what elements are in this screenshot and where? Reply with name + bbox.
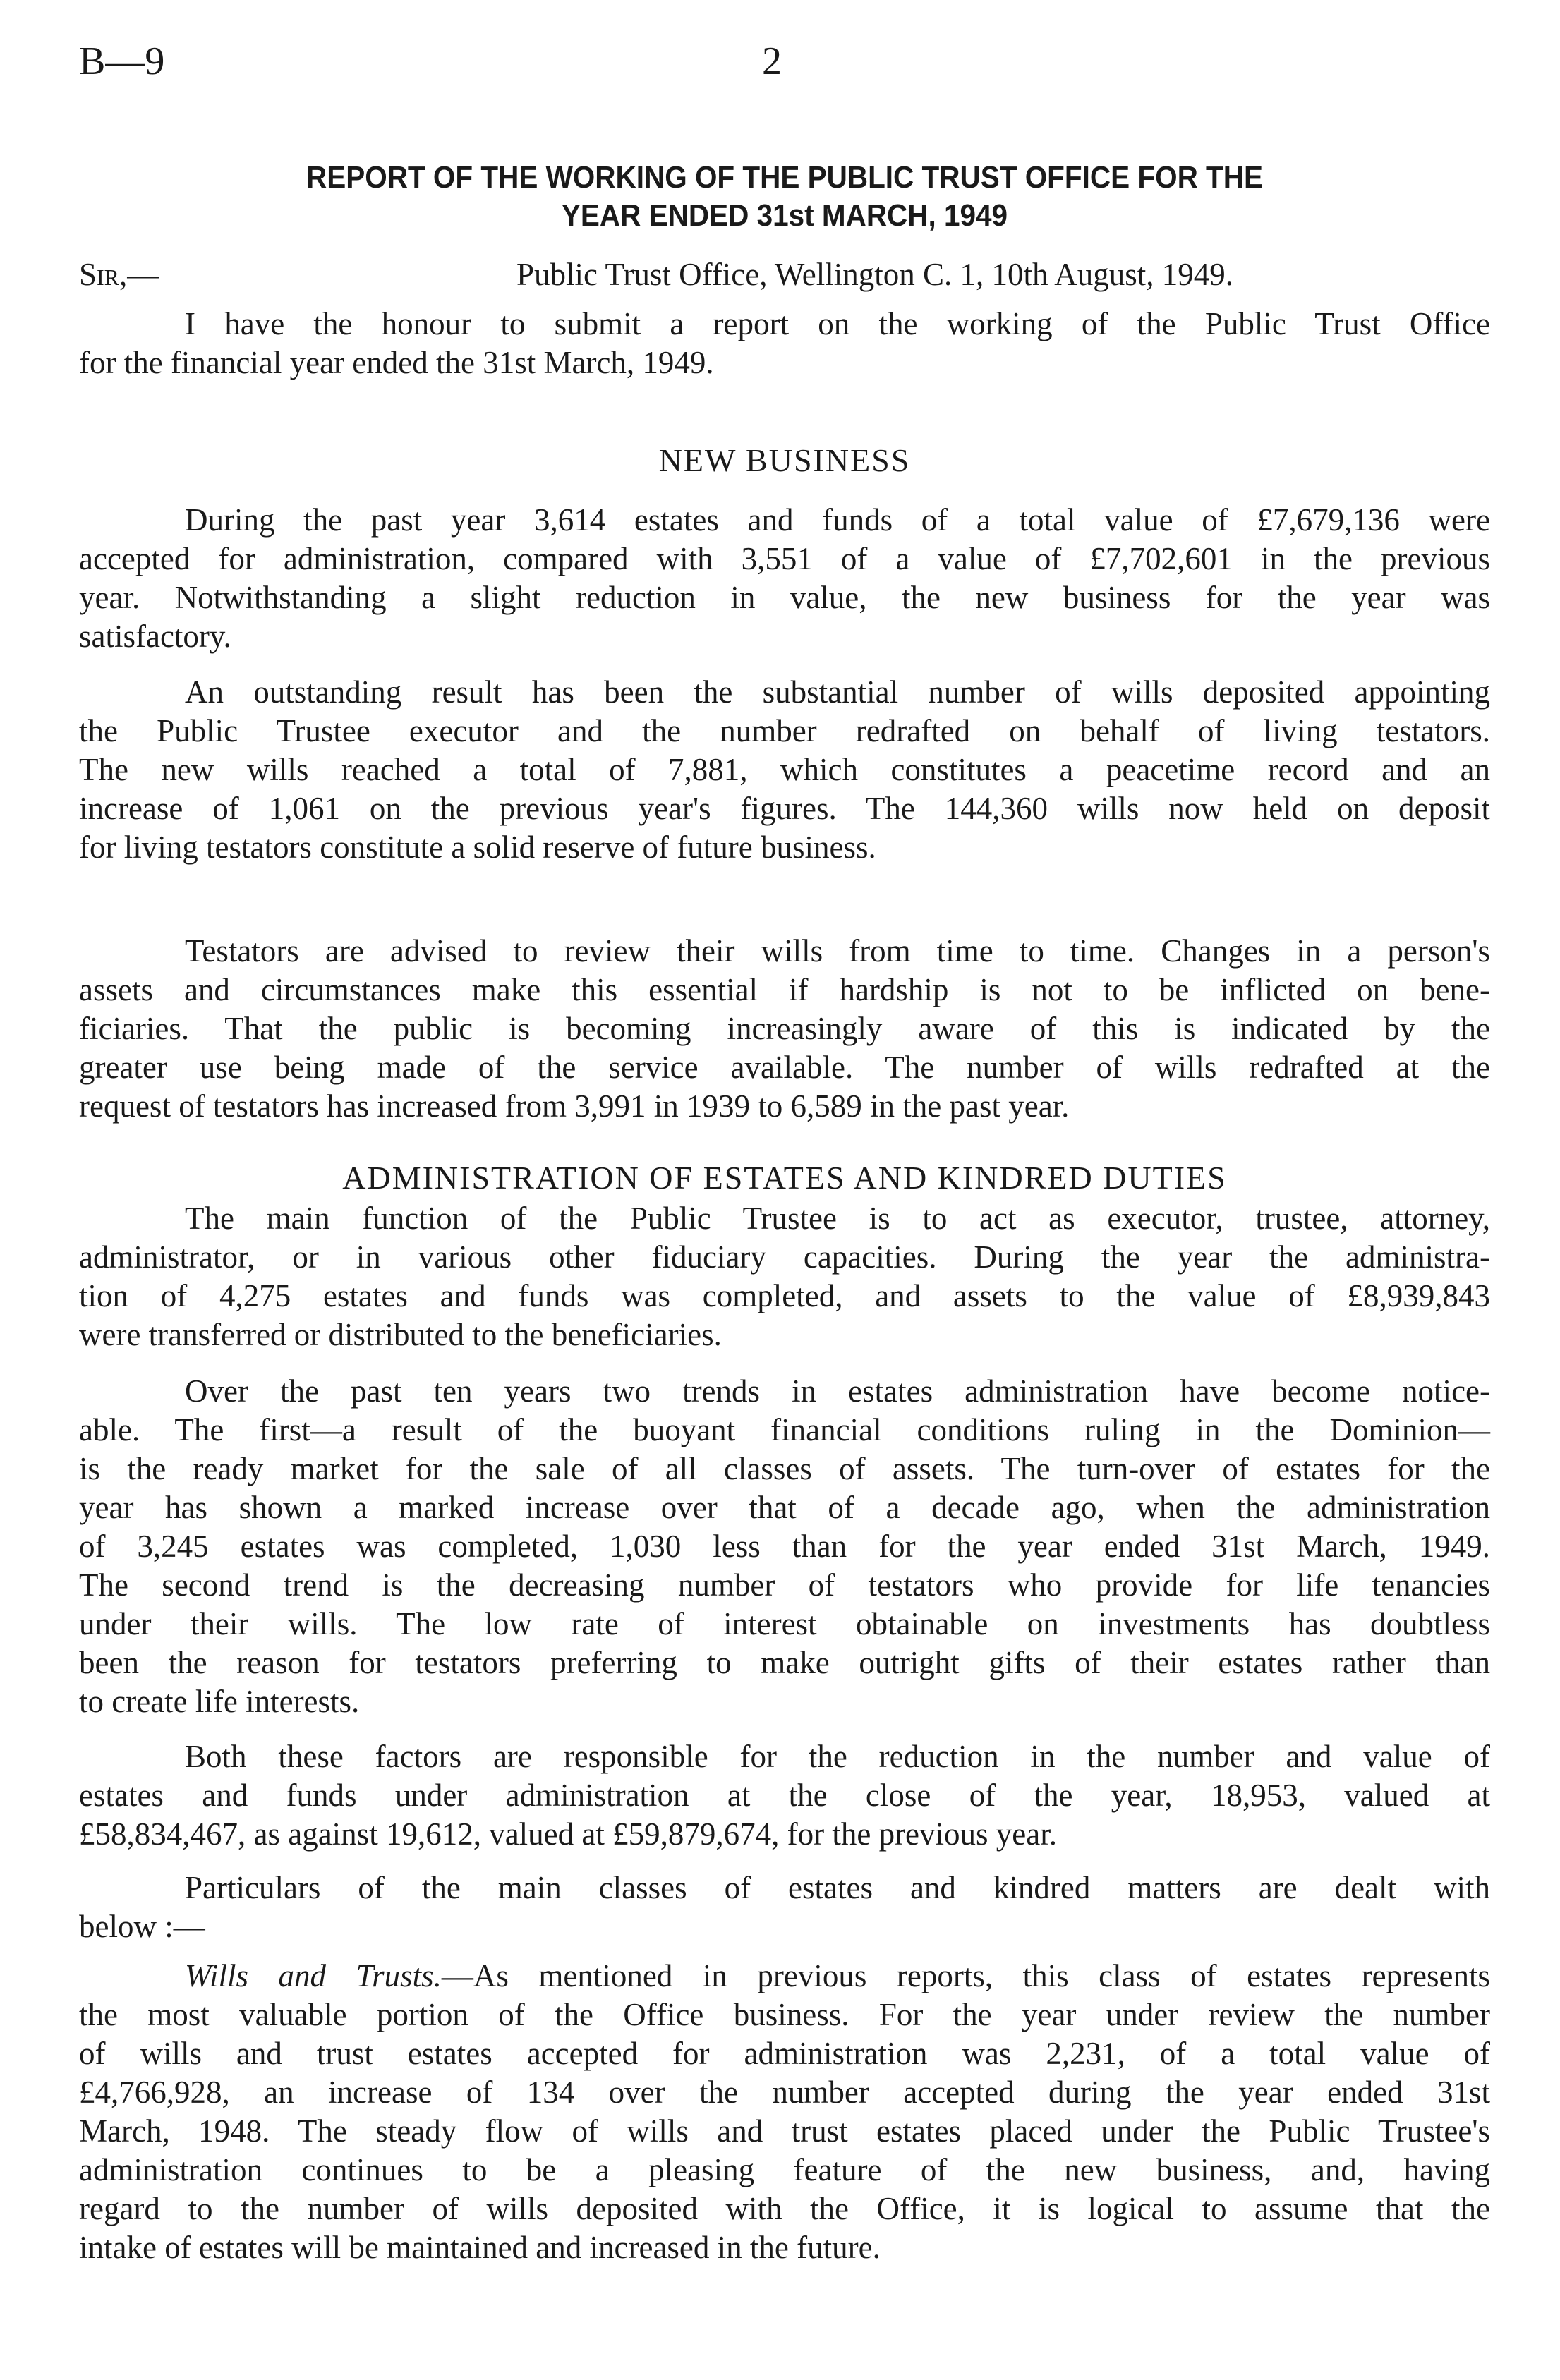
text-line: tion of 4,275 estates and funds was completed, and assets to the value of £8,939,843: [79, 1278, 1490, 1313]
paragraph: [79, 501, 1490, 656]
text-line: the Public Trustee executor and the number redrafted on behalf of living testators.: [79, 713, 1490, 748]
text-line: The main function of the Public Trustee is to act as executor, trustee, attorney,: [185, 1201, 1490, 1236]
address-line: Public Trust Office, Wellington C. 1, 10th August, 1949.: [516, 257, 1234, 292]
section-heading-administration: ADMINISTRATION OF ESTATES AND KINDRED DUTIES: [342, 1160, 1227, 1196]
text-line: The second trend is the decreasing number of testators who provide for life tenancies: [79, 1567, 1490, 1603]
text-line: is the ready market for the sale of all classes of assets. The turn-over of estates for the: [79, 1451, 1490, 1486]
text-line: were transferred or distributed to the beneficiaries.: [79, 1317, 722, 1352]
text-line: I have the honour to submit a report on the working of the Public Trust Office: [185, 306, 1490, 341]
text-line: for living testators constitute a solid reserve of future business.: [79, 830, 876, 865]
text-line: of wills and trust estates accepted for administration was 2,231, of a total value of: [79, 2036, 1490, 2071]
section-heading-new-business: NEW BUSINESS: [658, 442, 911, 478]
paragraph: [79, 1372, 1490, 1721]
text-line: request of testators has increased from 3,991 in 1939 to 6,589 in the past year.: [79, 1088, 1070, 1124]
text-line: The new wills reached a total of 7,881, which constitutes a peacetime record and an: [79, 752, 1490, 787]
text-line: An outstanding result has been the substantial number of wills deposited appointing: [185, 674, 1490, 710]
text-line: satisfactory.: [79, 619, 231, 654]
text-line: [79, 1957, 1490, 1996]
text-line: of 3,245 estates was completed, 1,030 less than for the year ended 31st March, 1949.: [79, 1529, 1490, 1564]
text-line: been the reason for testators preferring to make outright gifts of their estates rather than: [79, 1645, 1490, 1680]
salutation: Sir,—: [79, 257, 159, 292]
text-line: administrator, or in various other fiduciary capacities. During the year the administra-: [79, 1239, 1490, 1275]
text-line: under their wills. The low rate of interest obtainable on investments has doubtless: [79, 1606, 1490, 1641]
text-line: year has shown a marked increase over that of a decade ago, when the administration: [79, 1490, 1490, 1525]
paragraph: [79, 1737, 1490, 1854]
text-line: year. Notwithstanding a slight reduction in value, the new business for the year was: [79, 580, 1490, 615]
text-line: increase of 1,061 on the previous year's figures. The 144,360 wills now held on deposit: [79, 791, 1490, 826]
text-line: Over the past ten years two trends in estates administration have become notice-: [185, 1373, 1490, 1409]
text-line: During the past year 3,614 estates and funds of a total value of £7,679,136 were: [185, 502, 1490, 538]
text-line: £4,766,928, an increase of 134 over the number accepted during the year ended 31st: [79, 2075, 1490, 2110]
text-line: below :—: [79, 1909, 205, 1944]
text-line: to create life interests.: [79, 1684, 360, 1719]
text-line: £58,834,467, as against 19,612, valued at £59,879,674, for the previous year.: [79, 1816, 1057, 1852]
text-line: estates and funds under administration at the close of the year, 18,953, valued at: [79, 1778, 1490, 1813]
text-line: the most valuable portion of the Office business. For the year under review the number: [79, 1997, 1490, 2032]
text-line: greater use being made of the service available. The number of wills redrafted at the: [79, 1050, 1490, 1085]
text-line: Both these factors are responsible for the reduction in the number and value of: [185, 1739, 1490, 1774]
report-code: B—9: [79, 40, 165, 83]
paragraph-wills-and-trusts: [79, 1957, 1490, 2267]
text-line: ficiaries. That the public is becoming increasingly aware of this is indicated by the: [79, 1011, 1490, 1046]
wills-and-trusts-subheading: Wills and Trusts.: [185, 1958, 442, 1993]
report-title: [135, 159, 1434, 235]
text-line: accepted for administration, compared with 3,551 of a value of £7,702,601 in the previous: [79, 541, 1490, 576]
paragraph: [79, 673, 1490, 867]
text-line: administration continues to be a pleasing feature of the new business, and, having: [79, 2152, 1490, 2187]
text-line: regard to the number of wills deposited with the Office, it is logical to assume that the: [79, 2191, 1490, 2226]
paragraph: [79, 1199, 1490, 1354]
page-number: 2: [762, 40, 782, 83]
paragraph: [79, 932, 1490, 1126]
title-line: REPORT OF THE WORKING OF THE PUBLIC TRUST OFFICE FOR THE: [306, 160, 1264, 195]
text-line: assets and circumstances make this essential if hardship is not to be inflicted on bene-: [79, 972, 1490, 1007]
intro-paragraph: [79, 305, 1490, 382]
title-line: YEAR ENDED 31st MARCH, 1949: [561, 198, 1008, 233]
text-line: for the financial year ended the 31st March, 1949.: [79, 345, 714, 380]
text-line: Particulars of the main classes of estates and kindred matters are dealt with: [185, 1870, 1490, 1905]
text-line: able. The first—a result of the buoyant financial conditions ruling in the Dominion—: [79, 1412, 1490, 1447]
text-line: Testators are advised to review their wills from time to time. Changes in a person's: [185, 933, 1490, 969]
text-line: intake of estates will be maintained and increased in the future.: [79, 2230, 881, 2265]
text-line: March, 1948. The steady flow of wills and trust estates placed under the Public Trustee's: [79, 2113, 1490, 2149]
text-run: —As mentioned in previous reports, this class of estates represents: [441, 1958, 1490, 1993]
salutation-row: [79, 255, 1490, 294]
paragraph: [79, 1869, 1490, 1946]
